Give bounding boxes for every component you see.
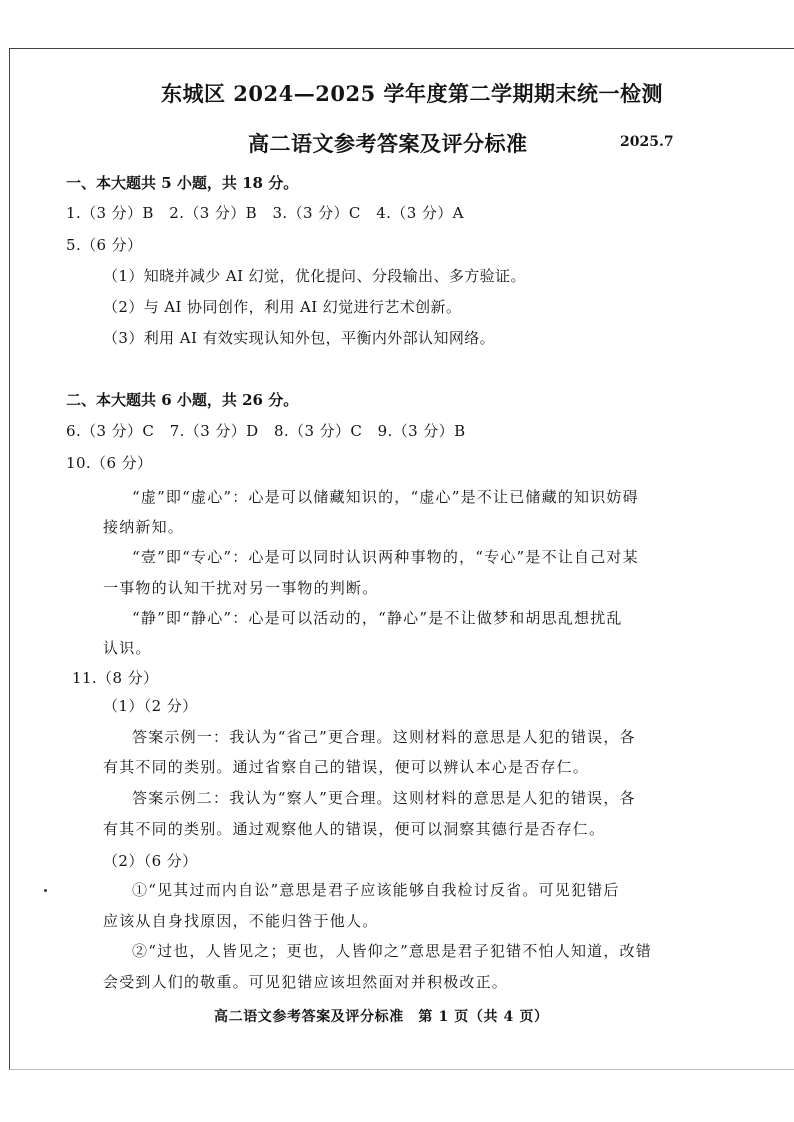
question-11-sub2-line: ②“过也，人皆见之；更也，人皆仰之”意思是君子犯错不怕人知道，改错 [132,942,652,960]
question-10-line: “静”即“静心”：心是可以活动的，“静心”是不让做梦和胡思乱想扰乱 [132,609,623,627]
question-10-line: 接纳新知。 [103,518,185,536]
question-11-sub2-line: ①“见其过而内自讼”意思是君子应该能够自我检讨反省。可见犯错后 [132,881,620,899]
section-2-heading: 二、本大题共 6 小题，共 26 分。 [66,391,299,409]
question-11-sub1-label: （1）（2 分） [103,697,198,715]
question-11-sub1-line: 有其不同的类别。通过省察自己的错误，便可以辨认本心是否存仁。 [103,758,590,776]
document-title: 东城区 2024—2025 学年度第二学期期末统一检测 [161,81,664,106]
section-2-answers: 6.（3 分）C 7.（3 分）D 8.（3 分）C 9.（3 分）B [66,422,466,440]
question-5-point: （3）利用 AI 有效实现认知外包，平衡内外部认知网络。 [103,329,496,347]
question-11-sub1-line: 答案示例一：我认为“省己”更合理。这则材料的意思是人犯的错误，各 [132,728,636,746]
question-11-sub2-label: （2）（6 分） [103,852,198,870]
question-5-point: （2）与 AI 协同创作，利用 AI 幻觉进行艺术创新。 [103,298,462,316]
question-11-sub1-line: 答案示例二：我认为“察人”更合理。这则材料的意思是人犯的错误，各 [132,789,636,807]
question-11-sub1-line: 有其不同的类别。通过观察他人的错误，便可以洞察其德行是否存仁。 [103,820,606,838]
question-11-sub2-line: 会受到人们的敬重。可见犯错应该坦然面对并积极改正。 [103,973,509,991]
question-10-line: “虚”即“虚心”：心是可以储藏知识的，“虚心”是不让已储藏的知识妨碍 [132,488,639,506]
section-1-heading: 一、本大题共 5 小题，共 18 分。 [66,174,299,192]
document-subtitle: 高二语文参考答案及评分标准 [248,131,528,156]
scan-speck [44,889,47,892]
question-10-line: 一事物的认知干扰对另一事物的判断。 [103,579,379,597]
question-5-point: （1）知晓并减少 AI 幻觉，优化提问、分段输出、多方验证。 [103,267,526,285]
page-footer: 高二语文参考答案及评分标准 第 1 页（共 4 页） [214,1009,549,1025]
question-10-line: 认识。 [103,639,152,657]
document-date: 2025.7 [620,134,674,150]
question-11-label: 11.（8 分） [72,669,159,687]
section-1-answers: 1.（3 分）B 2.（3 分）B 3.（3 分）C 4.（3 分）A [66,204,464,222]
question-10-line: “壹”即“专心”：心是可以同时认识两种事物的，“专心”是不让自己对某 [132,548,639,566]
question-10-label: 10.（6 分） [66,454,153,472]
question-5-label: 5.（6 分） [66,236,143,254]
question-11-sub2-line: 应该从自身找原因，不能归咎于他人。 [103,912,379,930]
